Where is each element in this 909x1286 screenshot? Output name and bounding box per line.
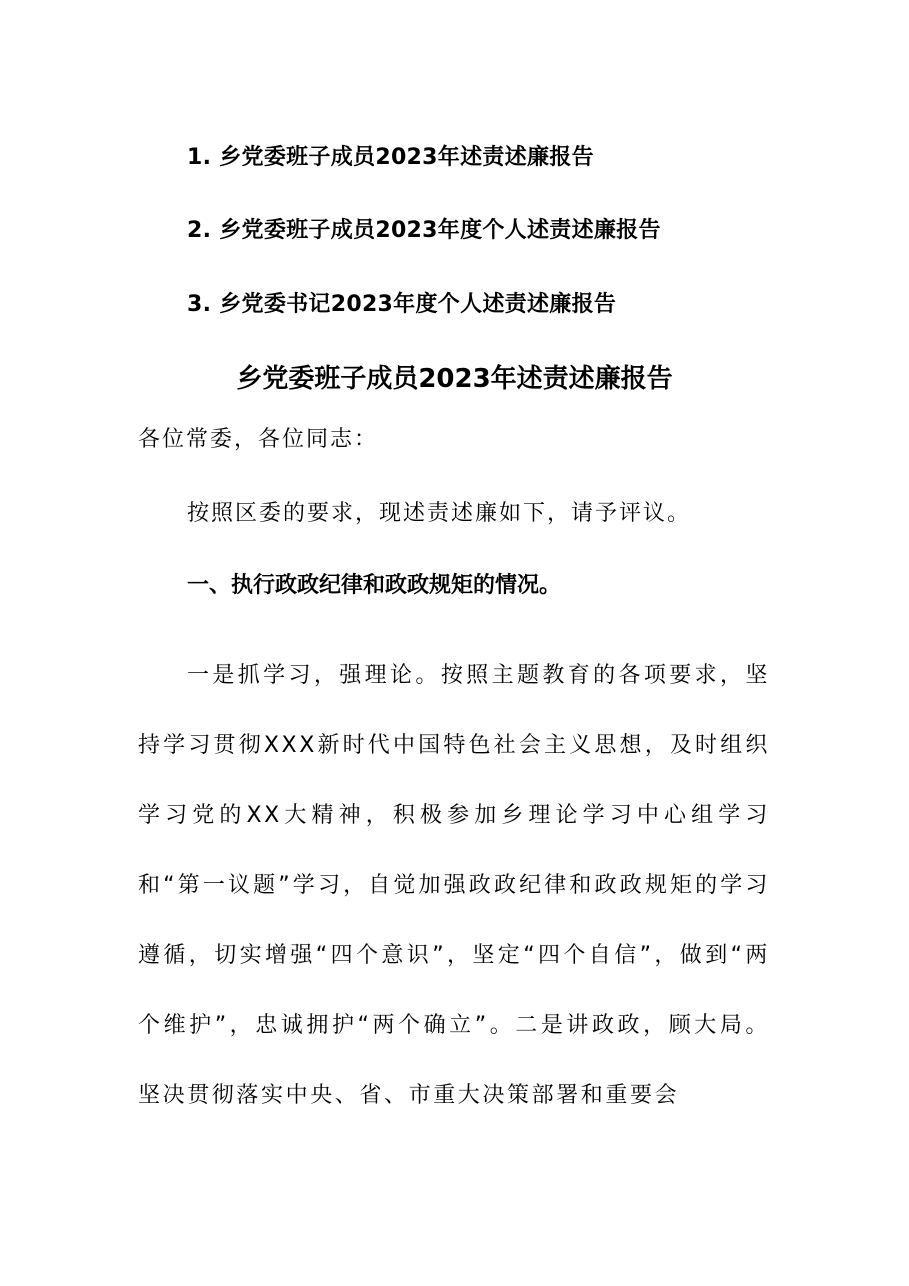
toc-number: 1. — [187, 145, 212, 170]
body-paragraph: 一是抓学习，强理论。按照主题教育的各项要求，坚持学习贯彻XXX新时代中国特色社会主义思想，及时组织学习党的XX大精神，积极参加乡理论学习中心组学习和“第一议题”学习，自觉加强政政纪律和政政规矩的学习遵循，切实增强“四个意识”，坚定“四个自信”，做到“两个维护”，忠诚拥护“两个确立”。二是讲政政，顾大局。坚决贯彻落实中央、省、市重大决策部署和重要会 — [138, 663, 770, 1108]
toc-text: 乡党委班子成员2023年度个人述责述廉报告 — [219, 218, 661, 243]
toc-number: 2. — [187, 218, 212, 243]
toc-number: 3. — [187, 292, 212, 317]
toc-item — [187, 143, 594, 173]
intro-paragraph: 按照区委的要求，现述责述廉如下，请予评议。 — [187, 501, 692, 526]
toc-item — [187, 290, 616, 320]
toc-text: 乡党委书记2023年度个人述责述廉报告 — [219, 292, 617, 317]
toc-item — [187, 216, 661, 246]
greeting: 各位常委，各位同志： — [138, 427, 379, 452]
toc-text: 乡党委班子成员2023年述责述廉报告 — [219, 145, 594, 170]
document-title: 乡党委班子成员2023年述责述廉报告 — [236, 364, 673, 394]
section-heading: 一、执行政政纪律和政政规矩的情况。 — [187, 573, 562, 598]
